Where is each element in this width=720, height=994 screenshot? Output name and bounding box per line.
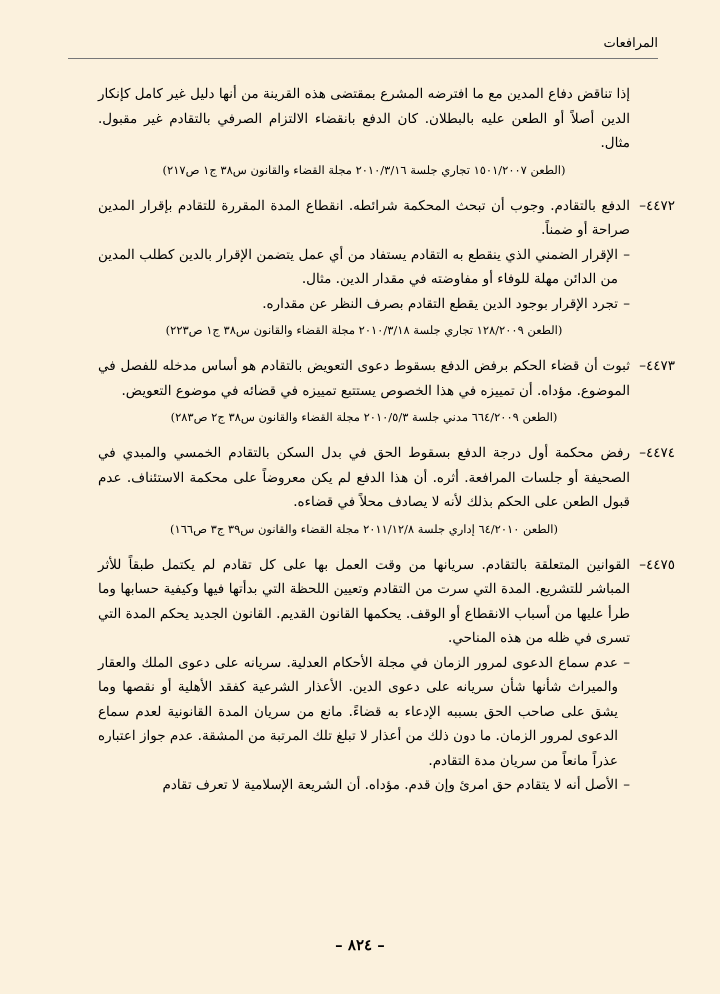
header-title: المرافعات xyxy=(603,36,658,51)
entry-main-text: الدفع بالتقادم. وجوب أن تبحث المحكمة شرائطه. انقطاع المدة المقررة للتقادم بإقرار المدين صراحة أو ضمناً. xyxy=(98,197,630,238)
citation: (الطعن ١٥٠١/٢٠٠٧ تجاري جلسة ٢٠١٠/٣/١٦ مجلة القضاء والقانون س٣٨ ج١ ص٢١٧) xyxy=(162,162,566,177)
bullet-text: الإقرار الضمني الذي ينقطع به التقادم يستفاد من أي عمل يتضمن الإقرار بالدين كطلب المدين من الدائن مهلة للوفاء أو مفاوضته في مقدار الدين. مثال. xyxy=(98,246,618,287)
intro-paragraph: إذا تناقض دفاع المدين مع ما افترضه المشرع بمقتضى هذه القرينة من أنها دليل غير كامل كإنكار الدين أصلاً أو الطعن عليه بالبطلان. كان الدفع بانقضاء الالتزام الصرفي بالتقادم غير مقبول. مثال. xyxy=(98,86,630,151)
entry-bullet xyxy=(98,651,630,774)
document-body xyxy=(98,82,675,798)
bullet-dash-icon: – xyxy=(623,246,630,263)
entry-number: ٤٤٧٥– xyxy=(639,556,675,573)
entry-main-text: ثبوت أن قضاء الحكم برفض الدفع بسقوط دعوى التعويض بالتقادم هو أساس مدخله للفصل في الموضوع. مؤداه. أن تمييزه في هذا الخصوص يستتبع تمييزه في قضائه في موضوع التعويض. xyxy=(98,358,630,399)
entry-item xyxy=(98,441,675,539)
bullet-text: تجرد الإقرار بوجود الدين يقطع التقادم بصرف النظر عن مقداره. xyxy=(262,295,618,312)
citation: (الطعن ١٢٨/٢٠٠٩ تجاري جلسة ٢٠١٠/٣/١٨ مجلة القضاء والقانون س٣٨ ج١ ص٢٢٣) xyxy=(165,323,563,337)
bullet-dash-icon: – xyxy=(623,295,630,312)
entry-bullet xyxy=(98,243,630,292)
entry-bullet xyxy=(98,773,630,798)
citation: (الطعن ٦٤/٢٠١٠ إداري جلسة ٢٠١١/١٢/٨ مجلة القضاء والقانون س٣٩ ج٣ ص١٦٦) xyxy=(170,521,558,536)
entry-item xyxy=(98,354,675,427)
running-header xyxy=(68,36,658,59)
bullet-dash-icon: – xyxy=(623,654,630,671)
entry-number: ٤٤٧٤– xyxy=(639,445,675,461)
bullet-text: الأصل أنه لا يتقادم حق امرئ وإن قدم. مؤداه. أن الشريعة الإسلامية لا تعرف تقادم xyxy=(162,777,618,793)
entry-bullet xyxy=(98,292,630,317)
entry-main-text: القوانين المتعلقة بالتقادم. سريانها من وقت العمل بها على كل تقادم لم يكتمل طبقاً للأثر المباشر للتشريع. المدة التي سرت من التقادم وتعيين اللحظة التي بدأتها فيها وكيفية حسابها وما طرأ عليها من أسباب الانقطاع أو الوقف. يحكمها القانون القديم. القانون الجديد يحكم المدة التي تسرى في ظله من هذه المناحي. xyxy=(98,556,630,646)
entry-number: ٤٤٧٣– xyxy=(639,358,675,374)
bullet-text: عدم سماع الدعوى لمرور الزمان في مجلة الأحكام العدلية. سريانه على دعوى الملك والعقار والميراث شأنها شأن سريانه على دعوى الدين. الأعذار الشرعية كفقد الأهلية أو نقصها وما يشق على صاحب الحق بسببه الإدعاء به قضاءً. مانع من سريان المدة القانونية لعدم سماع الدعوى لمرور الزمان. ما دون ذلك من أعذار لا تبلغ تلك المرتبة من المشقة. عدم جواز اعتباره عذراً مانعاً من سريان مدة التقادم. xyxy=(98,654,618,769)
entry-number: ٤٤٧٢– xyxy=(639,197,675,214)
entry-main-text: رفض محكمة أول درجة الدفع بسقوط الحق في بدل السكن بالتقادم الخمسي والمبدي في الصحيفة أو جلسات المرافعة. أثره. أن هذا الدفع لم يكن معروضاً على محكمة الاستئناف. عدم قبول الطعن على الحكم بذلك لأنه لا يصادف محلاً في قضاءه. xyxy=(98,445,630,510)
bullet-dash-icon: – xyxy=(623,777,630,793)
entry-item xyxy=(98,194,675,341)
page-number: – ٨٢٤ – xyxy=(335,936,385,954)
entries-list xyxy=(98,194,675,798)
entry-item xyxy=(98,553,675,798)
citation: (الطعن ٦٦٤/٢٠٠٩ مدني جلسة ٢٠١٠/٥/٣ مجلة القضاء والقانون س٣٨ ج٢ ص٢٨٣) xyxy=(170,410,558,424)
